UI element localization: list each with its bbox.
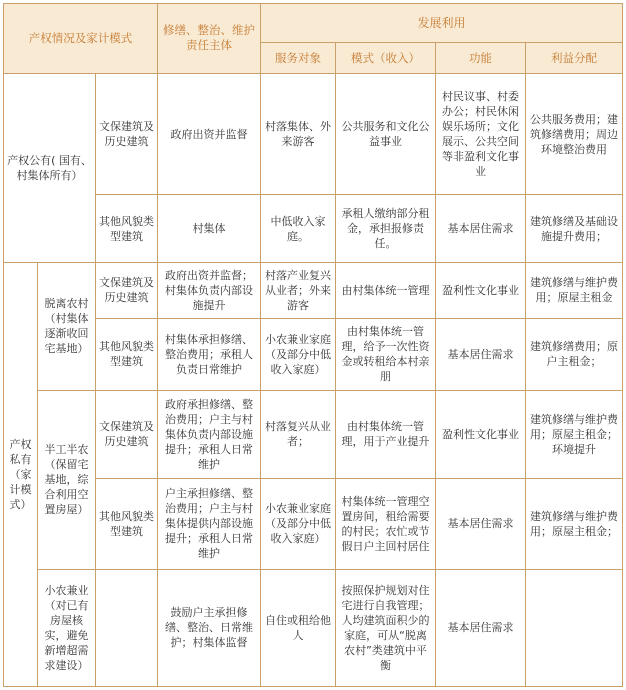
mode-cell: 由村集体统一管理，给予一次性资金或转租给本村亲朋 <box>336 318 436 390</box>
private-ownership-label: 产权私有（家计模式） <box>4 263 38 687</box>
benefit-cell <box>526 569 623 686</box>
responsibility-cell: 村集体 <box>158 195 261 263</box>
responsibility-cell: 政府出资并监督；村集体负责内部设施提升 <box>158 263 261 319</box>
benefit-cell: 建筑修缮费用；原户主租金； <box>526 318 623 390</box>
function-cell: 基本居住需求 <box>436 318 526 390</box>
benefit-cell: 建筑修缮与维护费用；原屋主租金；环境提升 <box>526 390 623 478</box>
header-development-use-text: 发展利用 <box>417 15 466 30</box>
header-benefit: 利益分配 <box>526 43 623 74</box>
benefit-cell: 公共服务费用；建筑修缮费用；周边环境整治费用 <box>526 73 623 194</box>
function-cell: 盈利性文化事业 <box>436 263 526 319</box>
function-cell: 盈利性文化事业 <box>436 390 526 478</box>
service-target-cell: 自住或租给他人 <box>261 569 336 686</box>
table-row <box>4 390 623 478</box>
service-target-cell: 小农兼业家庭（及部分中低收入家庭） <box>261 479 336 570</box>
household-mode-label: 小农兼业（对已有房屋核实，避免新增超需求建设） <box>38 569 96 686</box>
ownership-table <box>3 3 623 687</box>
building-type-cell: 其他风貌类型建筑 <box>96 195 158 263</box>
mode-cell: 公共服务和文化公益事业 <box>336 73 436 194</box>
header-service-target: 服务对象 <box>261 43 336 74</box>
mode-cell: 按照保护规划对住宅进行自我管理；人均建筑面积少的家庭，可从“脱离农村”类建筑中平衡 <box>336 569 436 686</box>
benefit-cell: 建筑修缮与维护费用；原屋主租金 <box>526 263 623 319</box>
header-responsibility <box>158 4 261 74</box>
building-type-cell: 其他风貌类型建筑 <box>96 318 158 390</box>
building-type-cell: 文保建筑及历史建筑 <box>96 390 158 478</box>
mode-cell: 由村集体统一管理 <box>336 263 436 319</box>
service-target-cell: 村落集体、外来游客 <box>261 73 336 194</box>
header-function: 功能 <box>436 43 526 74</box>
table-row <box>4 73 623 194</box>
function-cell: 基本居住需求 <box>436 569 526 686</box>
service-target-cell: 村落复兴从业者； <box>261 390 336 478</box>
responsibility-cell: 户主承担修缮、整治费用；户主与村集体提供内部设施提升；承租人日常维护 <box>158 479 261 570</box>
header-mode: 模式（收入） <box>336 43 436 74</box>
function-cell: 基本居住需求 <box>436 479 526 570</box>
function-cell: 基本居住需求 <box>436 195 526 263</box>
table-row <box>4 263 623 319</box>
responsibility-cell: 村集体承担修缮、整治费用；承租人负责日常维护 <box>158 318 261 390</box>
table-row <box>4 569 623 686</box>
responsibility-cell: 鼓励户主承担修缮、整治、日常维护；村集体监督 <box>158 569 261 686</box>
building-type-cell: 文保建筑及历史建筑 <box>96 263 158 319</box>
mode-cell: 由村集体统一管理，用于产业提升 <box>336 390 436 478</box>
benefit-cell: 建筑修缮与维护费用；原屋主租金； <box>526 479 623 570</box>
table-row <box>4 318 623 390</box>
building-type-cell <box>96 569 158 686</box>
header-development-use <box>261 4 623 43</box>
household-mode-label: 脱离农村（村集体逐渐收回宅基地） <box>38 263 96 391</box>
service-target-cell: 村落产业复兴从业者；外来游客 <box>261 263 336 319</box>
building-type-cell: 其他风貌类型建筑 <box>96 479 158 570</box>
mode-cell: 村集体统一管理空置房间，租给需要的村民；农忙或节假日户主回村居住 <box>336 479 436 570</box>
household-mode-label: 半工半农（保留宅基地，综合利用空置房屋） <box>38 390 96 569</box>
function-cell: 村民议事、村委办公；村民休闲娱乐场所；文化展示、公共空间等非盈利文化事业 <box>436 73 526 194</box>
responsibility-cell: 政府出资并监督 <box>158 73 261 194</box>
table-row <box>4 195 623 263</box>
header-ownership-text: 产权情况及家计模式 <box>28 30 133 45</box>
service-target-cell: 小农兼业家庭（及部分中低收入家庭） <box>261 318 336 390</box>
responsibility-cell: 政府承担修缮、整治费用；户主与村集体负责内部设施提升；承租人日常维护 <box>158 390 261 478</box>
benefit-cell: 建筑修缮及基础设施提升费用； <box>526 195 623 263</box>
mode-cell: 承租人缴纳部分租金，承担报修责任。 <box>336 195 436 263</box>
header-responsibility-text: 修缮、整治、维护责任主体 <box>163 23 256 53</box>
header-ownership <box>4 4 158 74</box>
public-ownership-label: 产权公有( 国有、村集体所有） <box>4 73 96 262</box>
service-target-cell: 中低收入家庭。 <box>261 195 336 263</box>
building-type-cell: 文保建筑及历史建筑 <box>96 73 158 194</box>
table-row <box>4 479 623 570</box>
